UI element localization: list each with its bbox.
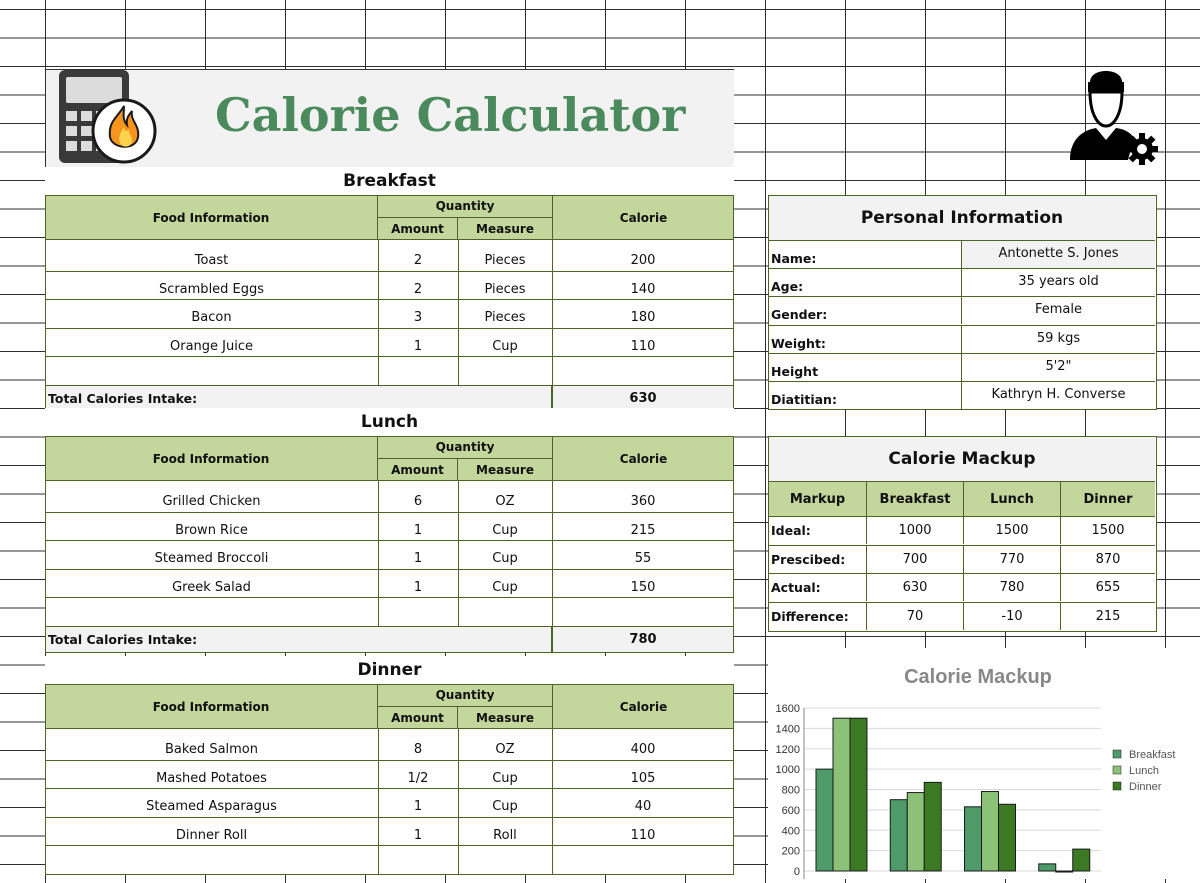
- personal-label: Name:: [769, 240, 962, 268]
- y-tick-label: 0: [793, 866, 800, 878]
- legend-swatch: [1113, 766, 1121, 774]
- mackup-column-header: Dinner: [1060, 481, 1155, 516]
- cell-amount: 1: [413, 551, 423, 566]
- cell-calorie: 400: [630, 742, 656, 757]
- cell-food: Grilled Chicken: [162, 494, 261, 509]
- mackup-column-header: Lunch: [963, 481, 1060, 516]
- header-food-information: Food Information: [45, 684, 378, 729]
- user-settings-icon: [1068, 70, 1160, 170]
- mackup-row-label: Actual:: [769, 573, 866, 601]
- meal-title-breakfast: Breakfast: [45, 167, 734, 195]
- bar-breakfast: [816, 769, 833, 871]
- personal-label: Gender:: [769, 296, 962, 324]
- personal-value: 35 years old: [962, 268, 1155, 296]
- personal-value: Kathryn H. Converse: [962, 381, 1155, 409]
- mackup-value: 630: [866, 573, 963, 601]
- calculator-flame-icon: [58, 69, 158, 169]
- chart-title: Calorie Mackup: [904, 666, 1052, 688]
- cell-food: Brown Rice: [175, 523, 248, 538]
- mackup-row-label: Ideal:: [769, 516, 866, 544]
- personal-value: Antonette S. Jones: [962, 240, 1155, 268]
- cell-calorie: 200: [630, 253, 656, 268]
- calorie-mackup-title: Calorie Mackup: [769, 437, 1155, 481]
- cell-amount: 1: [413, 339, 423, 354]
- cell-calorie: 55: [634, 551, 652, 566]
- header-food-information: Food Information: [45, 436, 378, 481]
- cell-measure: Pieces: [484, 310, 526, 325]
- cell-food: Orange Juice: [170, 339, 253, 354]
- personal-label: Diatitian:: [769, 381, 962, 409]
- bar-lunch: [1056, 871, 1073, 872]
- header-calorie: Calorie: [552, 436, 734, 481]
- cell-amount: 3: [413, 310, 423, 325]
- total-calories-label: Total Calories Intake:: [45, 385, 552, 412]
- cell-measure: Cup: [492, 523, 518, 538]
- personal-info-table: [768, 195, 1157, 410]
- personal-label: Age:: [769, 268, 962, 296]
- y-tick-label: 1600: [775, 703, 800, 715]
- mackup-value: 770: [963, 545, 1060, 573]
- header-quantity: Quantity: [378, 436, 552, 459]
- cell-calorie: 105: [630, 771, 656, 786]
- calorie-mackup-table: [768, 436, 1157, 632]
- header-quantity: Quantity: [378, 195, 552, 218]
- header-calorie: Calorie: [552, 684, 734, 729]
- personal-value: 59 kgs: [962, 325, 1155, 353]
- cell-amount: 2: [413, 253, 423, 268]
- mackup-value: 780: [963, 573, 1060, 601]
- mackup-row-label: Difference:: [769, 602, 866, 630]
- y-tick-label: 400: [781, 825, 800, 838]
- personal-value: 5'2": [962, 353, 1155, 381]
- cell-amount: 1: [413, 828, 423, 843]
- bar-lunch: [833, 718, 850, 871]
- personal-info-title: Personal Information: [769, 196, 1155, 240]
- cell-amount: 1: [413, 523, 423, 538]
- header-food-information: Food Information: [45, 195, 378, 240]
- header-measure: Measure: [476, 222, 534, 236]
- cell-measure: Cup: [492, 339, 518, 354]
- cell-calorie: 110: [630, 339, 656, 354]
- cell-measure: Cup: [492, 551, 518, 566]
- cell-calorie: 150: [630, 580, 656, 595]
- legend-label: Dinner: [1129, 781, 1162, 793]
- cell-measure: Roll: [493, 828, 517, 843]
- mackup-row-label: Prescibed:: [769, 545, 866, 573]
- mackup-value: 215: [1060, 602, 1155, 630]
- cell-measure: Cup: [492, 771, 518, 786]
- y-tick-label: 1400: [775, 723, 800, 736]
- legend-label: Lunch: [1129, 765, 1159, 777]
- mackup-value: 700: [866, 545, 963, 573]
- mackup-value: -10: [963, 602, 1060, 630]
- bar-breakfast: [965, 807, 982, 871]
- header-quantity: Quantity: [378, 684, 552, 707]
- y-tick-label: 1000: [775, 764, 800, 777]
- header-amount: Amount: [378, 218, 458, 240]
- bar-lunch: [907, 793, 924, 871]
- cell-measure: OZ: [495, 742, 515, 757]
- cell-calorie: 40: [634, 799, 652, 814]
- cell-amount: 1: [413, 799, 423, 814]
- bar-breakfast: [890, 800, 907, 871]
- y-tick-label: 600: [781, 804, 800, 817]
- mackup-value: 1000: [866, 516, 963, 544]
- mackup-column-header: Breakfast: [866, 481, 963, 516]
- cell-food: Dinner Roll: [175, 828, 248, 843]
- bar-dinner: [924, 782, 941, 871]
- cell-amount: 2: [413, 282, 423, 297]
- cell-amount: 1/2: [407, 771, 429, 786]
- calorie-mackup-chart: [768, 648, 1200, 879]
- cell-food: Toast: [194, 253, 229, 268]
- mackup-value: 70: [866, 602, 963, 630]
- personal-value: Female: [962, 296, 1155, 324]
- mackup-column-header: Markup: [769, 481, 866, 516]
- cell-amount: 6: [413, 494, 423, 509]
- cell-calorie: 180: [630, 310, 656, 325]
- chart-svg: [768, 648, 1200, 879]
- meal-title-dinner: Dinner: [45, 656, 734, 684]
- bar-dinner: [999, 804, 1016, 871]
- cell-amount: 1: [413, 580, 423, 595]
- cell-food: Bacon: [191, 310, 232, 325]
- total-calories-value: 780: [552, 626, 734, 653]
- y-tick-label: 800: [781, 784, 800, 797]
- cell-food: Greek Salad: [172, 580, 251, 595]
- header-measure: Measure: [476, 711, 534, 725]
- legend-label: Breakfast: [1129, 749, 1176, 761]
- mackup-value: 655: [1060, 573, 1155, 601]
- cell-calorie: 140: [630, 282, 656, 297]
- header-amount: Amount: [378, 707, 458, 729]
- cell-measure: Pieces: [484, 253, 526, 268]
- header-calorie: Calorie: [552, 195, 734, 240]
- mackup-value: 1500: [1060, 516, 1155, 544]
- header-amount: Amount: [378, 459, 458, 481]
- header-measure: Measure: [476, 463, 534, 477]
- total-calories-label: Total Calories Intake:: [45, 626, 552, 653]
- cell-food: Steamed Asparagus: [146, 799, 277, 814]
- y-tick-label: 200: [781, 845, 800, 858]
- cell-calorie: 360: [630, 494, 656, 509]
- meal-title-lunch: Lunch: [45, 408, 734, 436]
- row-divider: [45, 874, 734, 875]
- bar-dinner: [850, 718, 867, 871]
- cell-measure: Cup: [492, 580, 518, 595]
- total-calories-value: 630: [552, 385, 734, 412]
- page-title: Calorie Calculator: [215, 88, 686, 142]
- cell-measure: OZ: [495, 494, 515, 509]
- cell-food: Mashed Potatoes: [156, 771, 267, 786]
- cell-calorie: 215: [630, 523, 656, 538]
- cell-measure: Pieces: [484, 282, 526, 297]
- personal-label: Weight:: [769, 325, 962, 353]
- bar-dinner: [1073, 849, 1090, 871]
- cell-food: Scrambled Eggs: [158, 282, 265, 297]
- mackup-value: 870: [1060, 545, 1155, 573]
- bar-lunch: [982, 792, 999, 871]
- cell-food: Baked Salmon: [164, 742, 259, 757]
- personal-label: Height: [769, 353, 962, 381]
- mackup-value: 1500: [963, 516, 1060, 544]
- cell-amount: 8: [413, 742, 423, 757]
- y-tick-label: 1200: [775, 743, 800, 756]
- bar-breakfast: [1039, 864, 1056, 871]
- cell-food: Steamed Broccoli: [154, 551, 269, 566]
- legend-swatch: [1113, 750, 1121, 758]
- cell-calorie: 110: [630, 828, 656, 843]
- legend-swatch: [1113, 782, 1121, 790]
- cell-measure: Cup: [492, 799, 518, 814]
